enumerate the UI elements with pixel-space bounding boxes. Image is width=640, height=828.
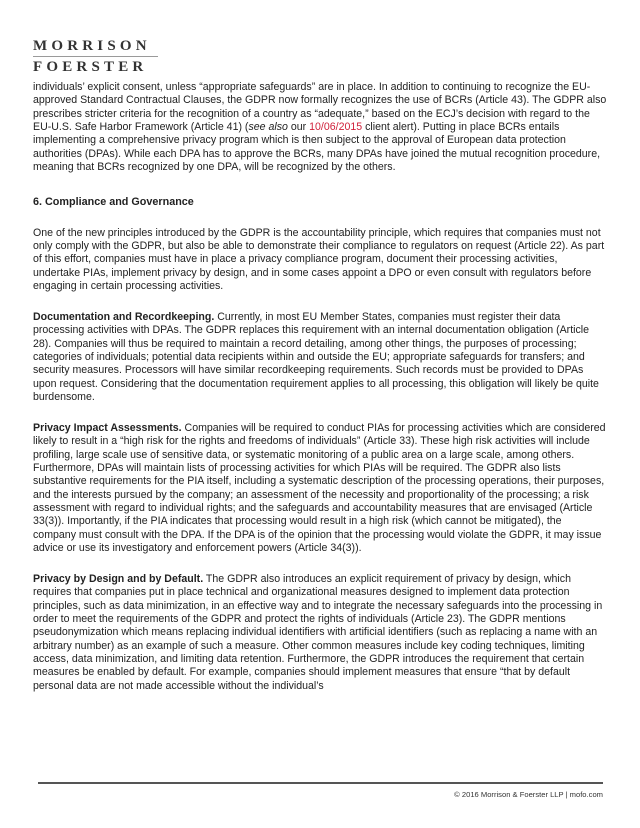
document-body xyxy=(33,81,607,693)
logo-word-foerster: FOERSTER xyxy=(33,59,148,75)
see-also-italic: see also xyxy=(248,121,288,134)
subsection-lead: Documentation and Recordkeeping. xyxy=(33,310,215,323)
client-alert-link[interactable]: 10/06/2015 xyxy=(309,121,363,134)
company-logo xyxy=(33,38,159,75)
intro-paragraph: individuals’ explicit consent, unless “appropriate safeguards” are in place. In addition to continuing to recognize the EU-approved Standard Contractual Clauses, the GDPR now formally recognizes the use of BCRs (Article 43). The GDPR also prescribes stricter criteria for the recognition of a country as “adequate,” based on the ECJ’s decision with regard to the EU-U.S. Safe Harbor Framework (Article 41) (see also our 10/06/2015 client alert). Putting in place BCRs entails implementing a comprehensive privacy program which is then subject to the approval of European data protection authorities (DPAs). While each DPA has to approve the BCRs, many DPAs have joined the mutual recognition procedure, meaning that BCRs recognized by one DPA, will be recognized by the others. xyxy=(33,81,607,174)
logo-word-morrison: MORRISON xyxy=(33,38,151,54)
subsection-pia: Privacy Impact Assessments. Companies will be required to conduct PIAs for processing activities which are considered likely to result in a “high risk for the rights and freedoms of individuals” (Article 33). These high risk activities will include profiling, large scale use of sensitive data, or systematic monitoring of a public area on a large scale, among others. Furthermore, DPAs will maintain lists of processing activities for which PIAs will be required. The GDPR also lists substantive requirements for the PIA itself, including a systematic description of the processing operations, their purposes, and the interests pursued by the company; an assessment of the necessity and proportionality of the processing; a risk assessment with regard to individual rights; and the safeguards and accountability measures that are envisaged (Article 33(3)). Importantly, if the PIA indicates that processing would result in a high risk (which cannot be mitigated), the company must consult with the DPA. If the DPA is of the opinion that the processing would violate the GDPR, it may issue advice or use its investigatory and enforcement powers (Article 34(3)). xyxy=(33,421,606,554)
section-heading: 6. Compliance and Governance xyxy=(33,195,194,208)
section-intro-paragraph: One of the new principles introduced by the GDPR is the accountability principle, which requires that companies must not only comply with the GDPR, but also be able to demonstrate their compliance to regulators on request (Article 22). As part of this effort, companies must have in place a privacy compliance program, document their processing activities, undertake PIAs, implement privacy by design, and in some cases appoint a DPO or even consult with regulators before engaging in certain processing activities. xyxy=(33,226,605,293)
footer-divider xyxy=(38,782,603,784)
footer-copyright: © 2016 Morrison & Foerster LLP | mofo.com xyxy=(454,790,603,799)
subsection-documentation: Documentation and Recordkeeping. Currently, in most EU Member States, companies must register their data processing activities with DPAs. The GDPR replaces this requirement with an internal documentation obligation (Article 28). Companies will thus be required to maintain a record detailing, among other things, the purposes of processing; categories of individuals; potential data recipients within and outside the EU; appropriate safeguards for transfers; and security measures. Processors will have similar recordkeeping requirements. Such records must be provided to DPAs upon request. Considering that the documentation requirement applies to all processing, this obligation will likely be quite burdensome. xyxy=(33,310,599,404)
subsection-lead: Privacy by Design and by Default. xyxy=(33,572,204,585)
logo-divider xyxy=(33,56,158,57)
subsection-privacy-by-design: Privacy by Design and by Default. The GDPR also introduces an explicit requirement of privacy by design, which requires that companies put in place technical and organizational measures designed to implement data protection principles, such as data minimization, in an effective way and to integrate the necessary safeguards into the processing in order to meet the requirements of the GDPR and protect the rights of individuals (Article 23). The GDPR mentions pseudonymization which means replacing individual identifiers with artificial identifiers (such as replacing a name with an arbitrary number) as an example of such a measure. Other common measures include key coding techniques, limiting access, data minimization, and limiting data retention. Furthermore, the GDPR introduces the requirement that certain measures be enabled by default. For example, companies should implement measures that ensure “that by default personal data are not made accessible without the individual’s xyxy=(33,572,603,692)
subsection-lead: Privacy Impact Assessments. xyxy=(33,421,182,434)
